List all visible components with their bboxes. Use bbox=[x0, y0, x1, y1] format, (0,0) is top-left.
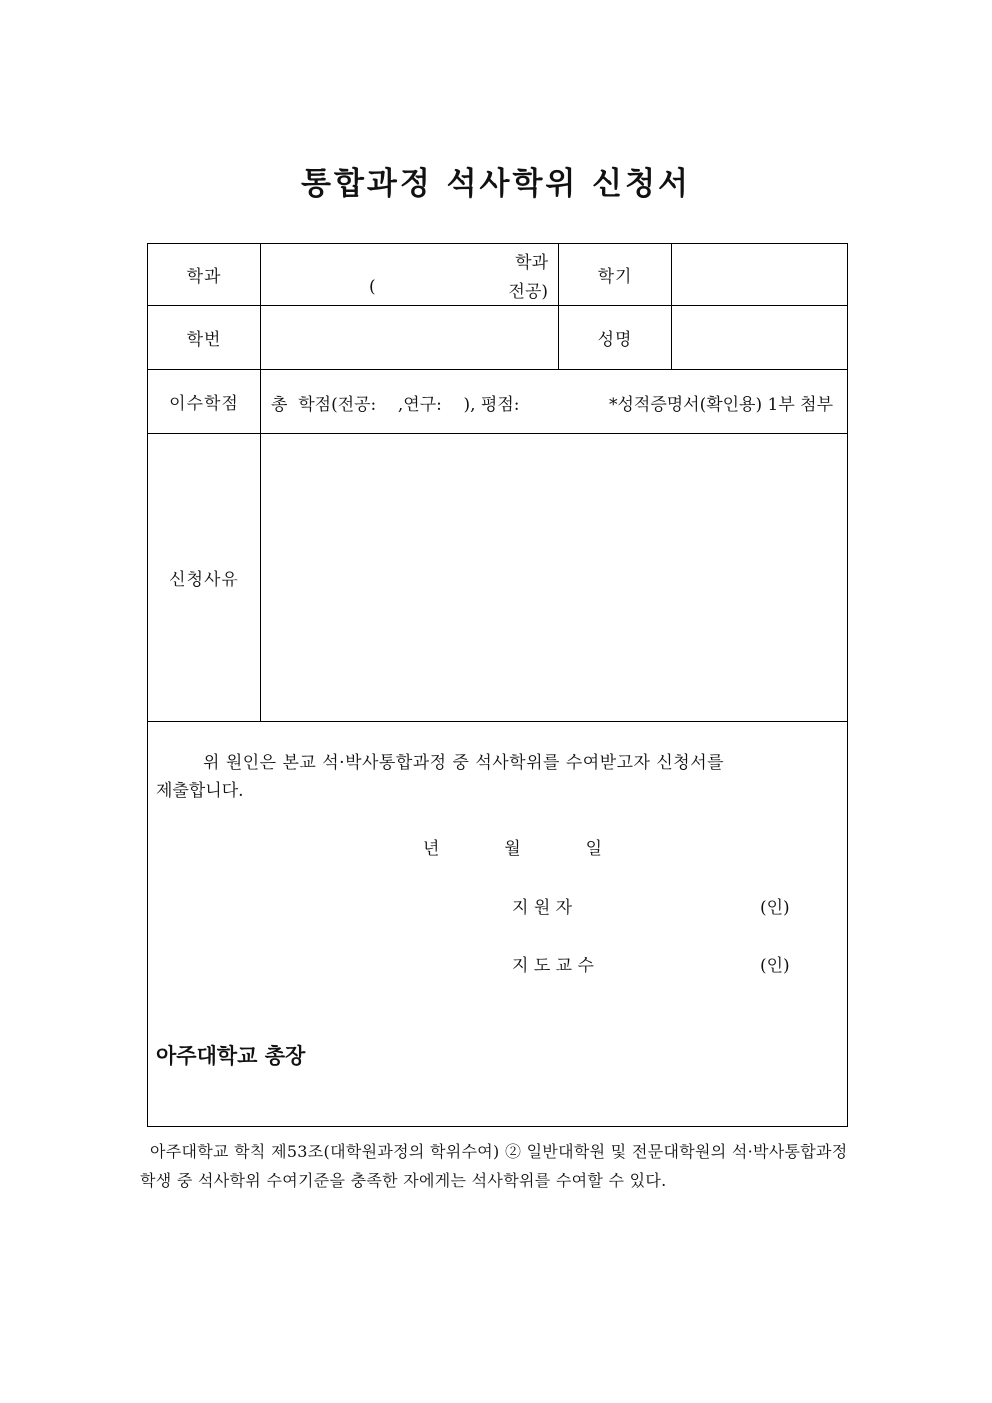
student-id-field[interactable] bbox=[261, 306, 559, 370]
advisor-seal[interactable]: (인) bbox=[760, 956, 790, 976]
semester-label: 학기 bbox=[559, 244, 672, 306]
reason-label: 신청사유 bbox=[148, 434, 261, 722]
department-row bbox=[148, 244, 848, 306]
statement-line-1: 위 원인은 본교 석·박사통합과정 중 석사학위를 수여받고자 신청서를 bbox=[203, 753, 725, 773]
applicant-seal[interactable]: (인) bbox=[760, 898, 790, 918]
statement-line-2: 제출합니다. bbox=[156, 781, 244, 801]
statement-cell bbox=[148, 722, 848, 1127]
credits-row bbox=[148, 370, 848, 434]
name-field[interactable] bbox=[672, 306, 848, 370]
date-year: 년 bbox=[423, 839, 440, 859]
application-form-table bbox=[147, 243, 848, 1127]
reason-row bbox=[148, 434, 848, 722]
student-id-label: 학번 bbox=[148, 306, 261, 370]
department-field[interactable] bbox=[261, 244, 559, 306]
recipient: 아주대학교 총장 bbox=[156, 1043, 306, 1068]
credits-label: 이수학점 bbox=[148, 370, 261, 434]
regulation-footnote: 아주대학교 학칙 제53조(대학원과정의 학위수여) ② 일반대학원 및 전문대학원의 석·박사통합과정 학생 중 석사학위 수여기준을 충족한 자에게는 석사학위를 수여할 수 있다. bbox=[140, 1142, 848, 1190]
advisor-label: 지 도 교 수 bbox=[512, 956, 594, 976]
department-label: 학과 bbox=[148, 244, 261, 306]
student-id-row bbox=[148, 306, 848, 370]
date-line[interactable] bbox=[423, 834, 602, 859]
applicant-label: 지 원 자 bbox=[512, 898, 573, 918]
semester-field[interactable] bbox=[672, 244, 848, 306]
credits-text: 총 학점(전공: ,연구: ), 평점: bbox=[271, 395, 520, 415]
name-label: 성명 bbox=[559, 306, 672, 370]
date-day: 일 bbox=[585, 839, 603, 859]
page-title: 통합과정 석사학위 신청서 bbox=[301, 166, 691, 202]
date-month: 월 bbox=[504, 839, 521, 859]
department-suffix: 학과 bbox=[515, 253, 548, 273]
statement-row bbox=[148, 722, 848, 1127]
major-open-paren: ( bbox=[369, 277, 376, 297]
reason-field[interactable] bbox=[261, 434, 848, 722]
credits-note: *성적증명서(확인용) 1부 첨부 bbox=[608, 395, 833, 415]
major-suffix: 전공) bbox=[508, 282, 548, 302]
credits-field[interactable] bbox=[261, 370, 848, 434]
